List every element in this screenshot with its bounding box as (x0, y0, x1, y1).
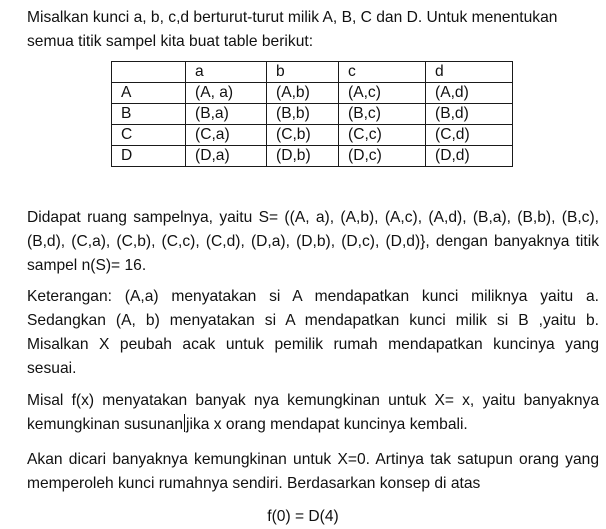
table-cell: (C,b) (267, 125, 339, 146)
derangement-formula: f(0) = D(4) (267, 508, 339, 525)
definition-line-2 (27, 413, 599, 437)
sample-space-line-3: sampel n(S)= 16. (27, 257, 147, 274)
search-line-2: memperoleh kunci rumahnya sendiri. Berdasarkan konsep di atas (27, 475, 481, 492)
table-header-cell (112, 62, 186, 83)
explanation-line-2: Sedangkan (A, b) menyatakan si A mendapatkan kunci milik si B ,yaitu b. (27, 312, 599, 329)
explanation-paragraph (27, 285, 599, 381)
text-cursor (184, 414, 185, 432)
table-header-cell: d (426, 62, 513, 83)
definition-line-1: Misal f(x) menyatakan banyak nya kemungkinan untuk X= x, yaitu banyaknya (27, 392, 599, 409)
sample-space-line-2: (B,d), (C,a), (C,b), (C,c), (C,d), (D,a), (D,b), (D,c), (D,d)}, dengan banyaknya titik (27, 233, 599, 250)
table-cell: (A, a) (186, 83, 267, 104)
table-cell: (B,a) (186, 104, 267, 125)
intro-line-1: Misalkan kunci a, b, c,d berturut-turut milik A, B, C dan D. Untuk menentukan (27, 9, 558, 26)
table-cell: (B,d) (426, 104, 513, 125)
table-cell: (C,a) (186, 125, 267, 146)
table-row-label: D (112, 146, 186, 167)
table-row (112, 83, 513, 104)
table-cell: (A,b) (267, 83, 339, 104)
table-cell: (C,d) (426, 125, 513, 146)
table-cell: (B,b) (267, 104, 339, 125)
table-cell: (D,a) (186, 146, 267, 167)
definition-paragraph (27, 389, 599, 437)
explanation-line-3: Misalkan X peubah acak untuk pemilik rumah mendapatkan kuncinya yang (27, 336, 599, 353)
table-cell: (D,d) (426, 146, 513, 167)
sample-space-paragraph (27, 206, 599, 278)
table-cell: (A,c) (339, 83, 426, 104)
table-row (112, 125, 513, 146)
sample-point-table (111, 61, 513, 167)
intro-line-2: semua titik sampel kita buat table berikut: (27, 33, 314, 50)
table-cell: (D,b) (267, 146, 339, 167)
table-cell: (C,c) (339, 125, 426, 146)
table-header-row (112, 62, 513, 83)
table-cell: (B,c) (339, 104, 426, 125)
table-header-cell: b (267, 62, 339, 83)
table-header-cell: a (186, 62, 267, 83)
table-row-label: A (112, 83, 186, 104)
explanation-line-4: sesuai. (27, 360, 77, 377)
table-header-cell: c (339, 62, 426, 83)
sample-space-line-1: Didapat ruang sampelnya, yaitu S= ((A, a), (A,b), (A,c), (A,d), (B,a), (B,b), (B,c), (27, 209, 599, 226)
intro-paragraph (27, 6, 599, 54)
table-row (112, 146, 513, 167)
table-row-label: C (112, 125, 186, 146)
search-line-1: Akan dicari banyaknya kemungkinan untuk X=0. Artinya tak satupun orang yang (27, 451, 599, 468)
definition-line-2-start: kemungkinan susunan (27, 416, 184, 433)
table-cell: (A,d) (426, 83, 513, 104)
search-paragraph (27, 448, 599, 496)
explanation-line-1: Keterangan: (A,a) menyatakan si A mendapatkan kunci miliknya yaitu a. (27, 288, 599, 305)
table-cell: (D,c) (339, 146, 426, 167)
table-row-label: B (112, 104, 186, 125)
definition-line-2-end: jika x orang mendapat kuncinya kembali. (186, 416, 468, 433)
table-row (112, 104, 513, 125)
